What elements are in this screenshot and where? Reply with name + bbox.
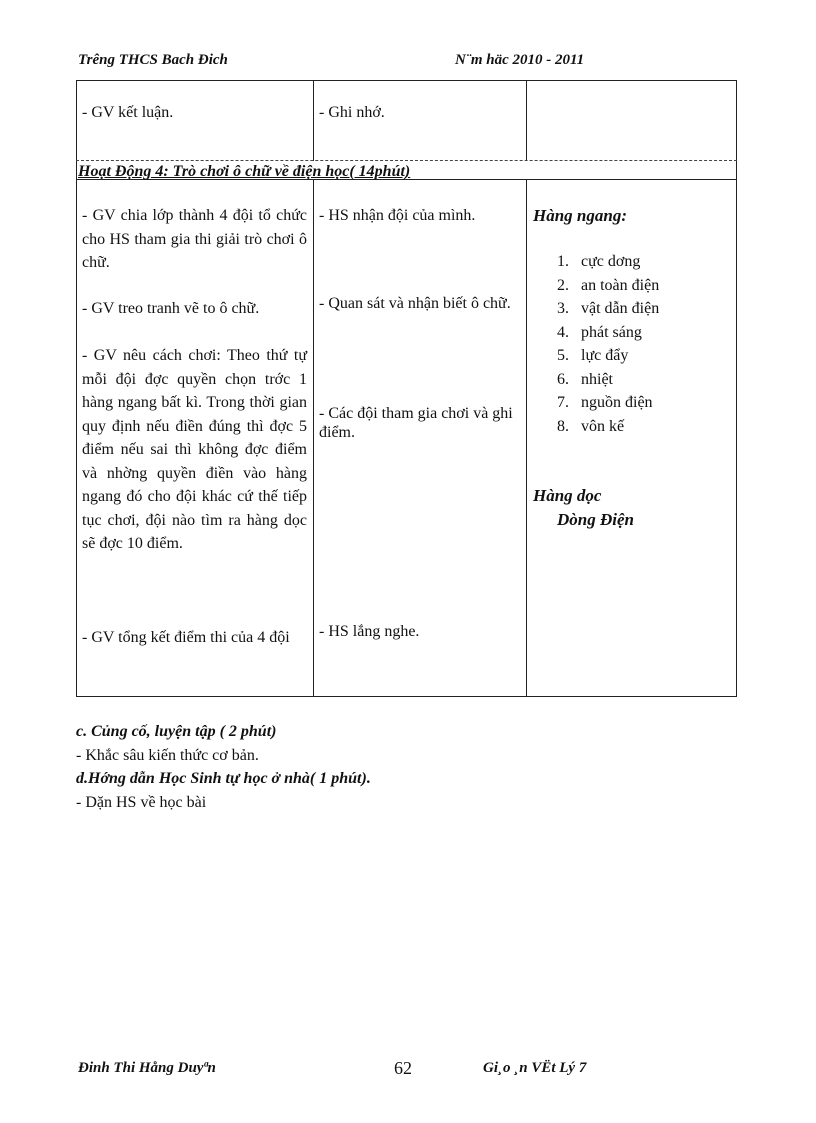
hang-ngang-number: 1.	[557, 253, 569, 270]
hang-ngang-title: Hàng ngang:	[533, 206, 627, 225]
section-c-body: - Khắc sâu kiến thức cơ bản.	[76, 747, 259, 764]
page-number: 62	[394, 1058, 412, 1078]
hang-ngang-number: 4.	[557, 323, 569, 341]
hang-ngang-item	[557, 297, 659, 321]
hang-ngang-item	[557, 368, 659, 392]
hang-ngang-word: an toàn điện	[581, 276, 660, 294]
teacher-item-3: - GV nêu cách chơi: Theo thứ tự mỗi đội đợc quyền chọn trớc 1 hàng ngang bất kì. Trong thời gian quy định nếu điền đúng thì đợc 5 điểm nếu sai thì không đợc điểm và nhờng quyền điền vào hàng ngang đó cho đội khác cứ thế tiếp tục chơi, đội nào tìm ra hàng dọc sẽ đợc 10 điểm.	[82, 347, 307, 552]
hang-doc-answer: Dòng Điện	[557, 510, 634, 529]
hang-ngang-word: phát sáng	[581, 323, 642, 341]
hang-ngang-number: 5.	[557, 347, 569, 364]
hang-ngang-word: lực đẩy	[581, 347, 629, 364]
hang-ngang-word: cực dơng	[581, 253, 641, 270]
footer-document-title: Gi¸o ¸n VËt Lý 7	[483, 1060, 587, 1076]
row1-student: - Ghi nhớ.	[319, 104, 385, 121]
hang-ngang-number: 2.	[557, 276, 569, 294]
lesson-table	[76, 80, 737, 697]
teacher-item-4: - GV tổng kết điểm thi của 4 đội	[82, 629, 290, 646]
table-right-border	[736, 80, 737, 697]
section-d-body: - Dặn HS về học bài	[76, 794, 207, 811]
student-item-2: - Quan sát và nhận biết ô chữ.	[319, 295, 511, 312]
student-item-4: - HS lắng nghe.	[319, 623, 420, 640]
teacher-item-1: - GV chia lớp thành 4 đội tổ chức cho HS tham gia thi giải trò chơi ô chữ.	[82, 207, 307, 271]
hang-ngang-item	[557, 391, 659, 415]
hang-ngang-word: nhiệt	[581, 370, 613, 388]
hang-ngang-word: vôn kế	[581, 417, 625, 435]
hang-ngang-number: 3.	[557, 300, 569, 317]
activity-title: Hoạt Động 4: Trò chơi ô chữ về điện học( 14phút)	[78, 163, 411, 180]
hang-ngang-number: 7.	[557, 394, 569, 411]
hang-ngang-word: nguồn điện	[581, 394, 653, 411]
hang-ngang-word: vật dẫn điện	[581, 300, 660, 317]
hang-ngang-item	[557, 415, 659, 439]
header-school-year: N¨m häc 2010 - 2011	[455, 52, 585, 68]
table-top-border	[76, 80, 737, 81]
hang-ngang-item	[557, 344, 659, 368]
teacher-item-2: - GV treo tranh vẽ to ô chữ.	[82, 300, 260, 317]
table-bottom-border	[76, 696, 737, 697]
hang-ngang-item	[557, 274, 659, 298]
section-d-title: d.Hớng dẫn Học Sinh tự học ở nhà( 1 phút).	[76, 770, 371, 787]
hang-ngang-item	[557, 250, 659, 274]
hang-ngang-number: 8.	[557, 417, 569, 435]
hang-doc-title: Hàng dọc	[533, 486, 602, 505]
section-c-title: c. Củng cố, luyện tập ( 2 phút)	[76, 723, 277, 740]
header-school: Trêng THCS Bach Đich	[78, 52, 228, 68]
student-item-3: - Các đội tham gia chơi và ghi điểm.	[319, 405, 513, 441]
hang-ngang-item	[557, 321, 659, 345]
student-item-1: - HS nhận đội của mình.	[319, 207, 476, 224]
hang-ngang-list	[557, 250, 659, 438]
footer-author: Đinh Thi Hång Duyªn	[78, 1060, 216, 1076]
row1-teacher: - GV kết luận.	[82, 104, 174, 121]
hang-ngang-number: 6.	[557, 370, 569, 388]
